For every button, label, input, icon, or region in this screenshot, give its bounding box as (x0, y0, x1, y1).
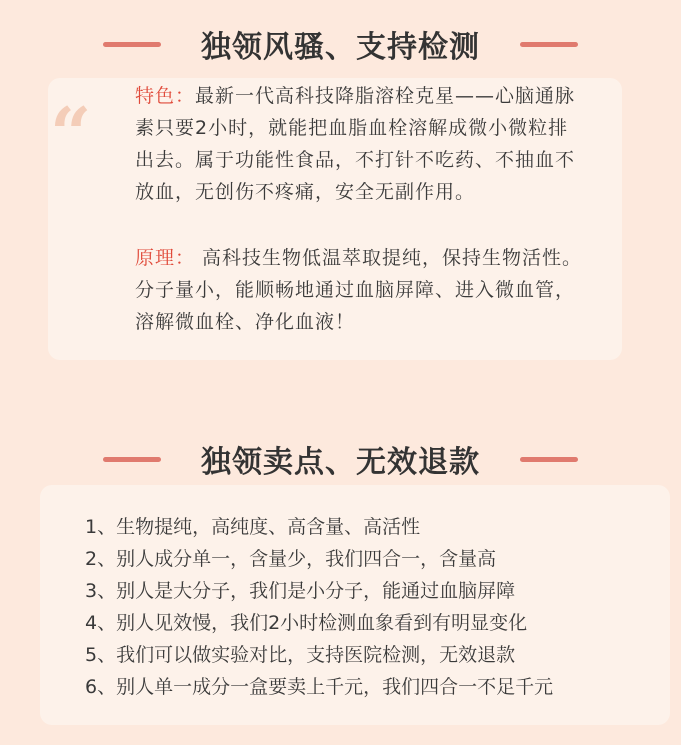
list-item: 1、生物提纯，高纯度、高含量、高活性 (85, 516, 421, 538)
title-right-line (520, 42, 578, 47)
title-left-line (103, 42, 161, 47)
list-item: 6、别人单一成分一盒要卖上千元，我们四合一不足千元 (85, 676, 554, 698)
selling-points-list (85, 511, 655, 703)
feature-label: 特色： (135, 85, 196, 107)
quote-mark-icon: “ (50, 91, 92, 176)
list-item: 2、别人成分单一，含量少，我们四合一，含量高 (85, 548, 497, 570)
list-item: 5、我们可以做实验对比，支持医院检测，无效退款 (85, 644, 516, 666)
feature-text: 最新一代高科技降脂溶栓克星——心脑通脉素只要2小时，就能把血脂血栓溶解成微小微粒排出去。属于功能性食品，不打针不吃药、不抽血不放血，无创伤不疼痛，安全无副作用。 (135, 85, 576, 203)
principle-text: 高科技生物低温萃取提纯，保持生物活性。分子量小，能顺畅地通过血脑屏障、进入微血管，溶解微血栓、净化血液！ (135, 247, 583, 333)
list-item: 4、别人见效慢，我们2小时检测血象看到有明显变化 (85, 612, 528, 634)
section-1-header (0, 20, 681, 68)
section-2-title: 独领卖点、无效退款 (201, 445, 480, 480)
title-right-line (520, 457, 578, 462)
section-1-title: 独领风骚、支持检测 (201, 30, 480, 65)
feature-paragraph (135, 80, 585, 208)
principle-paragraph (135, 242, 585, 338)
list-item: 3、别人是大分子，我们是小分子，能通过血脑屏障 (85, 580, 516, 602)
principle-label: 原理： (135, 247, 196, 269)
title-left-line (103, 457, 161, 462)
section-2-header (0, 435, 681, 483)
